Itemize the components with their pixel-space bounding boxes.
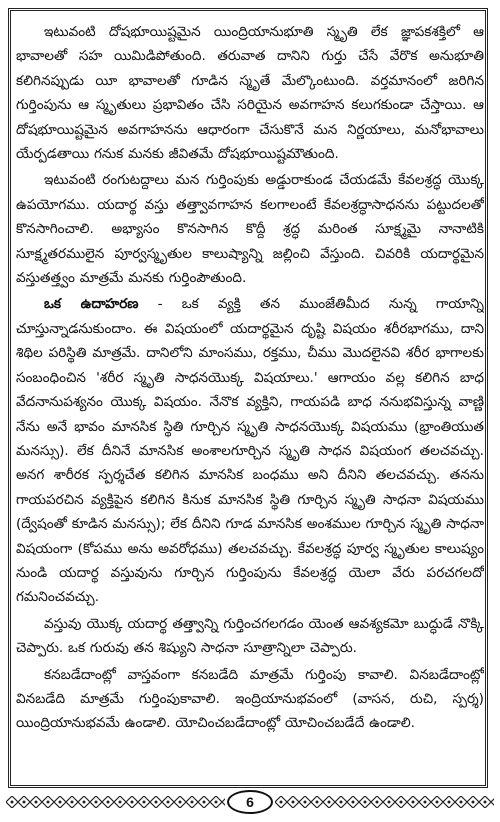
paragraph-1: ఇటువంటి దోషభూయిష్టమైన యింద్రియానుభూతి స్మృతి లేక జ్ఞాపకశక్తిలో ఆ భావాలతో సహ యిమిడిపోతుంది. తరువాత దానిని గుర్తు చేసే వేరొక అనుభూతి కలిగినప్పుడు యీ భావాలతో గూడిన స్మృతే మేల్కొంటుంది. వర్తమానంలో జరిగిన గుర్తింపును ఆ స్మృతులు ప్రభావితం చేసి సరియైన అవగాహన కలుగకుండా చేస్తాయి. ఆ దోషభూయిష్టమైన అవగాహనను ఆధారంగా చేసుకొనే మన నిర్ణయాలు, మనోభావాలు యేర్పడతాయి గనుక మనకు జీవితమే దోషభూయిష్టమౌతుంది. — [16, 24, 484, 163]
paragraph-3 — [16, 292, 484, 609]
page-body — [16, 20, 484, 782]
ornament-right — [275, 796, 494, 808]
paragraph-4: వస్తువు యొక్క యదార్థ తత్త్వాన్ని గుర్తించగలగడం యెంత ఆవశ్యకమో బుద్ధుడే నొక్కి చెప్పారు. ఒక గురువు తన శిష్యుని సాధనా సూత్రాన్నిలా చెప్పారు. — [16, 615, 484, 657]
paragraph-3-text: - ఒక వ్యక్తి తన ముంజేతిమీద నున్న గాయాన్ని చూస్తున్నాడనుకుందాం. ఈ విషయంలో యదార్థమైన దృష్టి విషయం శరీరభాగము, దాని శిథిల పరిస్థితి మాత్రమే. దానిలోని మాంసము, రక్తము, చీము మొదలైనవి శరీర భాగాలకు సంబంధించిన 'శరీర స్మృతి సాధనయొక్క విషయాలు.' ఆగాయం వల్ల కలిగిన బాధ వేదనానుపశ్యనం యొక్క విషయం. నేనొక వ్యక్తిని, గాయపడి బాధ ననుభవిస్తున్న వాణ్ణి నేను అనే భావం మానసిక స్థితి గూర్చిన స్మృతి సాధనయొక్క విషయము (భ్రాంతియుత మనస్సు). లేక దీనినే మానసిక అంశాలగూర్చిన స్మృతి సాధన విషయంగ తలచవచ్చు. అనగ శారీరక స్పర్శచేత కలిగిన మానసిక బంధము అని దీనిని తలచవచ్చు. తనను గాయపరచిన వ్యక్తిపైన కలిగిన కినుక మానసిక స్థితి గూర్చిన స్మృతి సాధనా విషయము (ద్వేషంతో కూడిన మనస్సు); లేక దీనిని గూడ మానసిక అంశముల గూర్చిన స్మృతి సాధనా విషయంగా (కోపము అను అవరోధము) తలచవచ్చు. కేవలశ్రద్ధ పూర్వ స్మృతుల కాలుష్యం నుండి యదార్థ వస్తువును గూర్చిన గుర్తింపును కేవలశ్రద్ధ యెలా వేరు పరచగలదో గమనించవచ్చు. — [16, 296, 484, 606]
example-heading: ఒక ఉదాహరణ — [44, 296, 139, 313]
page-number: 6 — [227, 790, 273, 814]
paragraph-5: కనబడేదాంట్లో వాస్తవంగా కనబడేది మాత్రమే గుర్తింపు కావాలి. వినబడేదాంట్లో వినబడేది మాత్రమే గుర్తింపుకావాలి. ఇంద్రియానుభవంలో (వాసన, రుచి, స్పర్శ) యింద్రియానుభవమే ఉండాలి. యోచించబడేదాంట్లో యోచించబడేదే ఉండాలి. — [16, 666, 484, 732]
paragraph-2: ఇటువంటి రంగుటద్దాలు మన గుర్తింపుకు అడ్డురాకుండ చేయడమే కేవలశ్రద్ధ యొక్క ఉపయోగము. యదార్థ వస్తు తత్త్వావగాహన కలగాలంటే కేవలశ్రద్ధాసాధనను పట్టుదలతో కొనసాగించాలి. అభ్యాసం కొనసాగిన కొద్దీ శ్రద్ధ మరింత సూక్ష్మమై నానాటికి సూక్ష్మతరములైన పూర్వస్మృతుల కాలుష్యాన్ని జల్లించి వేస్తుంది. చివరికి యదార్థమైన వస్తుతత్త్వం మాత్రమే మనకు గుర్తింపౌతుంది. — [16, 172, 484, 287]
decorative-footer-border — [6, 794, 494, 810]
ornament-left — [6, 796, 225, 808]
